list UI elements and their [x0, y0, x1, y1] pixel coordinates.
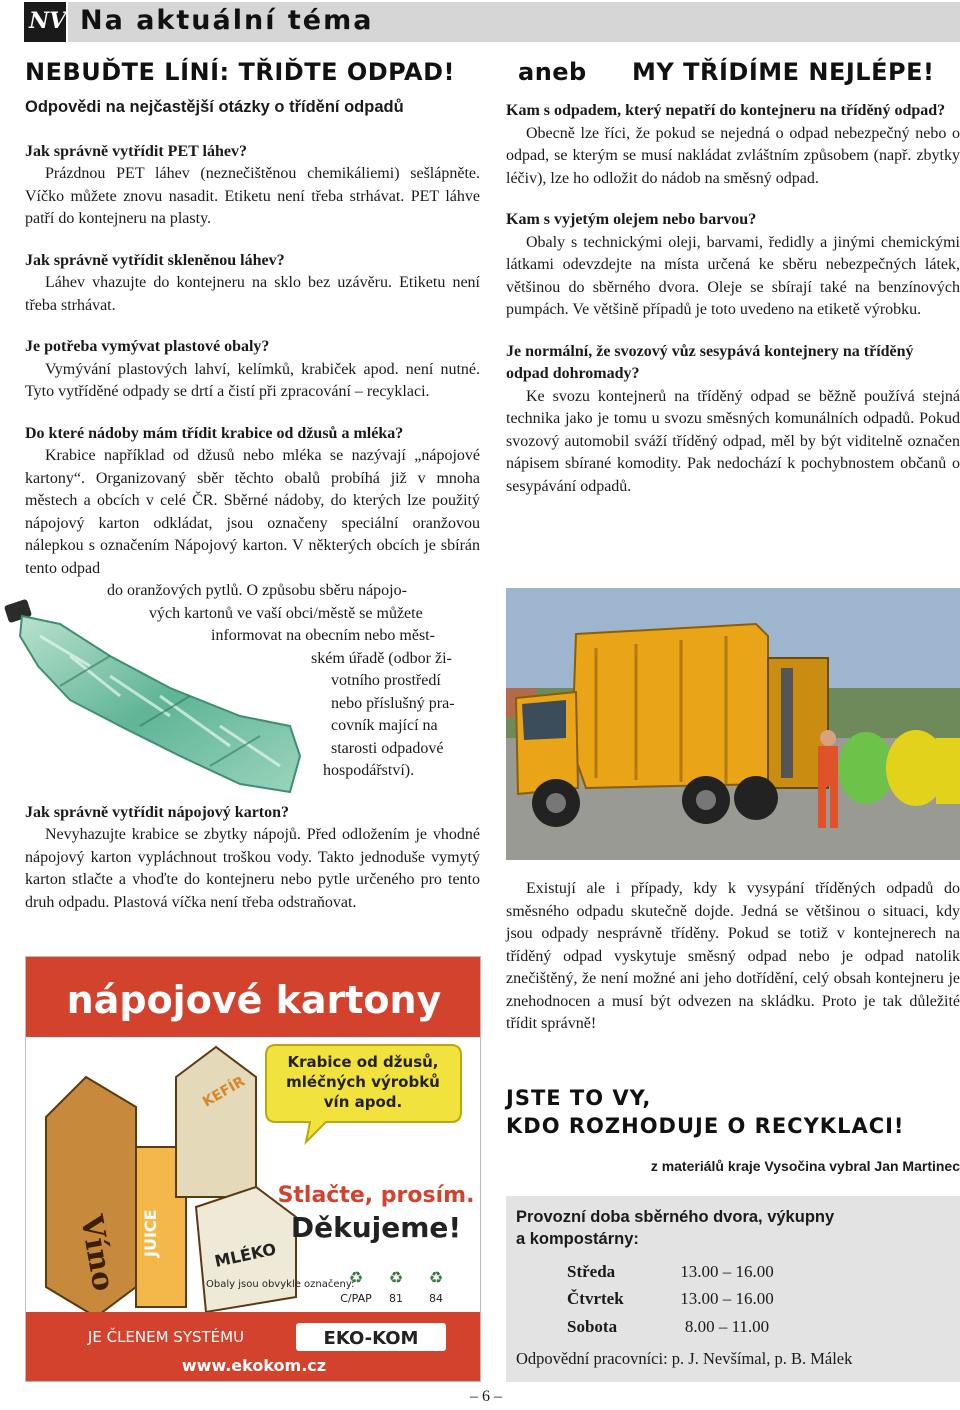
question: Kam s vyjetým olejem nebo barvou? [506, 211, 757, 228]
opening-hours-box [506, 1196, 960, 1382]
recycle-icon: ♻ [388, 1270, 404, 1287]
hours-time: 8.00 – 11.00 [684, 1317, 770, 1336]
hours-title [516, 1206, 834, 1250]
slogan-line: KDO ROZHODUJE O RECYKLACI! [506, 1114, 905, 1138]
paragraph: Existují ale i případy, kdy k vysypání tříděných odpadů do směsného odpadu skutečně dojde. Jedná se většinou o situaci, kdy jsou odpady nesprávně tříděny. Pokud se totiž v kontejnerech na tříděný odpad vyskytuje směsný odpad nebo je odpad natolik znečištěný, že není možné ani jeho dotřídění, celý obsah kontejneru je znehodnocen a musí být odvezen na skládku. Proto je tak důležité třídit správně! [506, 880, 960, 1032]
headline-main: NEBUĎTE LÍNÍ: TŘIĎTE ODPAD! [25, 58, 455, 86]
hours-row [567, 1289, 782, 1309]
question: Do které nádoby mám třídit krabice od džusů a mléka? [25, 424, 404, 442]
poster-title: nápojové kartony [66, 978, 442, 1022]
poster-press-text: Stlačte, prosím. [277, 1183, 475, 1208]
right-column [506, 100, 960, 498]
member-text: JE ČLENEM SYSTÉMU [87, 1328, 245, 1346]
answer: Vymývání plastových lahví, kelímků, krabiček apod. není nutné. Tyto vytříděné odpady se drtí a čistí při zpracování – recyklaci. [25, 360, 480, 400]
carton-label: Víno [73, 1212, 121, 1294]
hours-row [567, 1262, 782, 1282]
question: Jak správně vytřídit PET láhev? [25, 142, 247, 160]
slogan-line: JSTE TO VY, [506, 1086, 652, 1110]
hours-responsible: Odpovědní pracovníci: p. J. Nevšímal, p. B. Málek [516, 1349, 853, 1368]
recycle-icon: ♻ [348, 1270, 364, 1287]
bubble-text: mléčných výrobků [286, 1073, 440, 1091]
answer: Obaly s technickými oleji, barvami, ředidly a jinými chemickými látkami odevzdejte na místa určená ke sběru nebezpečných látek, většinou do sběrného dvora. Oleje se sbírají také na benzínových pumpách. Ve většině případů je toto uvedeno na etiketě výrobku. [506, 233, 960, 318]
question: Jak správně vytřídit nápojový karton? [25, 803, 290, 821]
carton-label: MLÉKO [212, 1239, 278, 1271]
question: Kam s odpadem, který nepatří do kontejneru na tříděný odpad? [506, 102, 946, 119]
faq-subheading: Odpovědi na nejčastější otázky o třídění odpadů [25, 98, 404, 116]
nv-logo [24, 2, 66, 42]
answer-line: ském úřadě (odbor ži- [311, 649, 452, 667]
answer-line: covník mající na [331, 717, 438, 734]
logo-text: NV [29, 8, 66, 34]
crushed-pet-bottle-image [0, 596, 320, 806]
answer-line: do oranžových pytlů. O způsobu sběru nápojo- [107, 582, 407, 599]
beverage-cartons-poster [25, 956, 481, 1382]
answer-line: vých kartonů ve vaší obci/městě se můžete [149, 604, 423, 622]
right-column-bottom [506, 878, 960, 1036]
hours-time: 13.00 – 16.00 [680, 1289, 774, 1308]
ekokom-logo: EKO-KOM [323, 1328, 419, 1349]
hours-title-line: Provozní doba sběrného dvora, výkupny [516, 1208, 835, 1226]
answer-line: starosti odpadové [331, 739, 444, 757]
symbol-note: Obaly jsou obvykle označeny: [206, 1279, 355, 1290]
bubble-text: Krabice od džusů, [287, 1053, 439, 1071]
recycle-icon: ♻ [428, 1270, 444, 1287]
hours-row [567, 1317, 782, 1337]
answer: Prázdnou PET láhev (neznečištěnou chemikáliemi) sešlápněte. Víčko můžete znovu nasadit. Etiketu není třeba strhávat. PET láhve patří do kontejneru na plasty. [25, 165, 480, 227]
hours-day: Čtvrtek [567, 1289, 624, 1308]
answer-line: hospodářství). [323, 762, 415, 779]
bubble-text: vín apod. [323, 1093, 403, 1111]
question: Je normální, že svozový vůz sesypává kontejnery na tříděný odpad dohromady? [506, 342, 914, 382]
carton-label: KEFÍR [200, 1073, 248, 1111]
recycle-code: C/PAP [340, 1292, 372, 1305]
answer-line: informovat na obecním nebo měst- [211, 627, 435, 644]
garbage-truck-photo [506, 588, 960, 860]
recycle-code: 84 [429, 1292, 443, 1305]
hours-title-line: a kompostárny: [516, 1230, 639, 1248]
answer: Krabice například od džusů nebo mléka se nazývají „nápojové kartony“. Organizovaný sběr těchto obalů probíhá již v mnoha městech a obcích v celé ČR. Sběrné nádoby, do kterých lze použitý nápojový karton odkládat, jsou označeny speciální oranžovou nálepkou s označením Nápojový karton. V některých obcích je sbírán tento odpad [25, 447, 480, 577]
slogan [506, 1084, 905, 1140]
poster-thanks-text: Děkujeme! [290, 1211, 462, 1244]
author-credit: z materiálů kraje Vysočina vybral Jan Martinec [650, 1158, 960, 1174]
answer: Láhev vhazujte do kontejneru na sklo bez uzávěru. Etiketu není třeba strhávat. [25, 274, 480, 314]
hours-day: Středa [567, 1262, 616, 1281]
hours-day: Sobota [567, 1317, 618, 1336]
hours-time: 13.00 – 16.00 [680, 1262, 774, 1281]
answer: Nevyhazujte krabice se zbytky nápojů. Před odložením je vhodné nápojový karton vypláchnout troškou vody. Takto jednoduše vymytý karton stlačte a vhoďte do kontejneru nebo pytle určeného pro tento druh odpadu. Plastová víčka není třeba odstraňovat. [25, 826, 480, 911]
headline-aneb: aneb [518, 58, 587, 86]
page-number: – 6 – [470, 1388, 502, 1405]
headline-sub: MY TŘÍDÍME NEJLÉPE! [632, 58, 935, 86]
recycle-code: 81 [389, 1292, 403, 1305]
carton-label: JUICE [141, 1209, 160, 1257]
section-header [24, 2, 960, 42]
section-title: Na aktuální téma [80, 5, 374, 36]
answer: Obecně lze říci, že pokud se nejedná o odpad nebezpečný nebo o odpad, se kterým se musí nakládat zvláštním způsobem (např. zbytky léčiv), lze ho odložit do nádob na směsný odpad. [506, 124, 960, 187]
answer-line: nebo příslušný pra- [331, 694, 455, 712]
answer-line: votního prostředí [331, 672, 441, 689]
answer: Ke svozu kontejnerů na tříděný odpad se běžně používá stejná technika jako je tomu u svozu směsných komunálních odpadů. Pokud svozový automobil sváží tříděný odpad, měl by být viditelně označen nápisem sbírané komodity. Pak nedochází k pochybnostem občanů o sesypávání odpadů. [506, 387, 960, 495]
poster-url: www.ekokom.cz [181, 1356, 327, 1375]
question: Jak správně vytřídit skleněnou láhev? [25, 251, 285, 269]
question: Je potřeba vymývat plastové obaly? [25, 338, 270, 355]
